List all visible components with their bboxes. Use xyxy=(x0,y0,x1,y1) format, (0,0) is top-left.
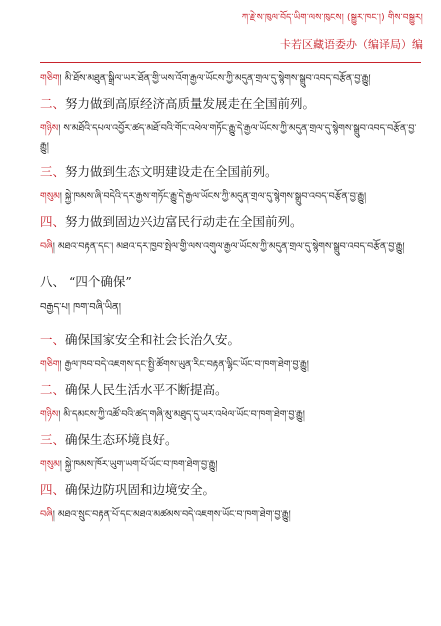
chinese-text: 确保边防巩固和边境安全。 xyxy=(65,482,216,497)
chinese-number: 一、 xyxy=(40,332,66,347)
guarantee-tibetan-3: གསུམ། སྐྱེ་ཁམས་ཁོར་ཡུག་ཡག་པོ་ཡོང་བ་ཁག་ཐེག་བྱ་རྒྱུ། xyxy=(40,459,218,470)
tibetan-number: གཅིག xyxy=(40,73,60,84)
chinese-text: 努力做到生态文明建设走在全国前列。 xyxy=(65,164,278,179)
tibetan-text: སྐྱེ་ཁམས་ཞི་བདེའི་དར་རྒྱས་གཏོང་རྒྱུ་དེ་རྒྱལ་ཡོངས་ཀྱི་མདུན་གྲལ་དུ་སྙེགས་སྒྲུབ་འབད་བརྩོན་བྱ་རྒྱུ། xyxy=(64,191,367,202)
tibetan-number: བཞི xyxy=(40,241,53,252)
tibetan-text: མི་དམངས་ཀྱི་འཚོ་བའི་ཚད་གཞི་མུ་མཐུད་དུ་ཡར་འཕེལ་ཡོང་བ་ཁག་ཐེག་བྱ་རྒྱུ། xyxy=(63,409,305,420)
tibetan-paragraph-2: གཉིས། ས་མཐོའི་དཔལ་འབྱོར་ཚད་མཐོ་བའི་གོང་འཕེལ་གཏོང་རྒྱུ་དེ་རྒྱལ་ཡོངས་ཀྱི་མདུན་གྲལ་དུ་སྙེགས་སྒྲུབ་འབད་བརྩོན་བྱ་རྒྱུ། xyxy=(40,123,417,152)
tibetan-number: གཉིས xyxy=(40,409,59,420)
chinese-number: 二、 xyxy=(40,382,66,397)
tibetan-number: བཞི xyxy=(40,509,53,520)
chinese-line-4 xyxy=(40,213,419,231)
guarantee-chinese-2 xyxy=(40,381,419,399)
guarantee-chinese-4 xyxy=(40,481,419,499)
tibetan-number: གསུམ xyxy=(40,191,60,202)
chinese-number: 三、 xyxy=(40,432,66,447)
chinese-line-3 xyxy=(40,163,419,181)
header-divider xyxy=(40,62,421,63)
chinese-text: 努力做到高原经济高质量发展走在全国前列。 xyxy=(65,96,316,111)
tibetan-text: རྒྱལ་ཁབ་བདེ་འཇགས་དང་སྤྱི་ཚོགས་ཡུན་རིང་བརྟན་ལྷིང་ཡོང་བ་ཁག་ཐེག་བྱ་རྒྱུ། xyxy=(64,359,309,370)
guarantee-tibetan-2: གཉིས། མི་དམངས་ཀྱི་འཚོ་བའི་ཚད་གཞི་མུ་མཐུད་དུ་ཡར་འཕེལ་ཡོང་བ་ཁག་ཐེག་བྱ་རྒྱུ། xyxy=(40,409,305,420)
tibetan-paragraph-1: གཅིག། མི་ཐོས་མཐུན་སྒྲིལ་ཡར་ཐོན་གྱི་ཡས་འོག་རྒྱལ་ཡོངས་ཀྱི་མདུན་གྲལ་དུ་སྙེགས་སྒྲུབ་འབད་བརྩོན་བྱ་རྒྱུ། xyxy=(40,73,371,84)
chinese-text: 确保国家安全和社会长治久安。 xyxy=(65,332,241,347)
tibetan-text: མི་ཐོས་མཐུན་སྒྲིལ་ཡར་ཐོན་གྱི་ཡས་འོག་རྒྱལ་ཡོངས་ཀྱི་མདུན་གྲལ་དུ་སྙེགས་སྒྲུབ་འབད་བརྩོན་བྱ་རྒྱུ། xyxy=(64,73,371,84)
chinese-text: 努力做到固边兴边富民行动走在全国前列。 xyxy=(65,214,303,229)
guarantee-tibetan-4: བཞི། མཐའ་སྲུང་བརྟན་པོ་དང་མཐའ་མཚམས་བདེ་འཇགས་ཡོང་བ་ཁག་ཐེག་བྱ་རྒྱུ། xyxy=(40,509,291,520)
tibetan-number: གཉིས xyxy=(40,123,59,134)
chinese-number: 三、 xyxy=(40,164,66,179)
page-header xyxy=(180,8,423,52)
section-title: 八、 “四个确保” xyxy=(40,274,132,289)
chinese-number: 四、 xyxy=(40,214,66,229)
document-body xyxy=(40,70,419,524)
tibetan-paragraph-4: བཞི། མཐའ་བརྟན་དང་། མཐའ་དར་ཁྱབ་སྤེལ་གྱི་ལས་འགུལ་རྒྱལ་ཡོངས་ཀྱི་མདུན་གྲལ་དུ་སྙེགས་སྒྲུབ་འབད་བརྩོན་བྱ་རྒྱུ། xyxy=(40,241,405,252)
header-chinese-title: 卡若区藏语委办（编译局）编 xyxy=(280,38,423,51)
chinese-number: 四、 xyxy=(40,482,66,497)
header-tibetan-title: ཀ་རྗེ་ས་ཁུལ་བོད་ཡིག་ལས་ཁུངས། (སྒྱུར་ཁང་།) གིས་བསྒྱུར། xyxy=(241,13,423,23)
section-tibetan-title: བརྒྱད་པ། ཁག་བཞི་ཡིན། xyxy=(40,302,121,313)
chinese-line-2 xyxy=(40,95,419,113)
guarantee-chinese-3 xyxy=(40,431,419,449)
tibetan-paragraph-3: གསུམ། སྐྱེ་ཁམས་ཞི་བདེའི་དར་རྒྱས་གཏོང་རྒྱུ་དེ་རྒྱལ་ཡོངས་ཀྱི་མདུན་གྲལ་དུ་སྙེགས་སྒྲུབ་འབད་བརྩོན་བྱ་རྒྱུ། xyxy=(40,191,367,202)
chinese-text: 确保生态环境良好。 xyxy=(65,432,178,447)
tibetan-number: གསུམ xyxy=(40,459,60,470)
tibetan-text: སྐྱེ་ཁམས་ཁོར་ཡུག་ཡག་པོ་ཡོང་བ་ཁག་ཐེག་བྱ་རྒྱུ། xyxy=(64,459,218,470)
tibetan-number: གཅིག xyxy=(40,359,60,370)
chinese-number: 二、 xyxy=(40,96,66,111)
chinese-text: 确保人民生活水平不断提高。 xyxy=(65,382,228,397)
tibetan-text: མཐའ་བརྟན་དང་། མཐའ་དར་ཁྱབ་སྤེལ་གྱི་ལས་འགུལ་རྒྱལ་ཡོངས་ཀྱི་མདུན་གྲལ་དུ་སྙེགས་སྒྲུབ་འབད་བརྩོན་བྱ་རྒྱུ། xyxy=(57,241,405,252)
tibetan-text: མཐའ་སྲུང་བརྟན་པོ་དང་མཐའ་མཚམས་བདེ་འཇགས་ཡོང་བ་ཁག་ཐེག་བྱ་རྒྱུ། xyxy=(57,509,291,520)
tibetan-text: ས་མཐོའི་དཔལ་འབྱོར་ཚད་མཐོ་བའི་གོང་འཕེལ་གཏོང་རྒྱུ་དེ་རྒྱལ་ཡོངས་ཀྱི་མདུན་གྲལ་དུ་སྙེགས་སྒྲུབ་འབད་བརྩོན་བྱ་རྒྱུ། xyxy=(40,123,417,152)
guarantee-chinese-1 xyxy=(40,331,419,349)
guarantee-tibetan-1: གཅིག། རྒྱལ་ཁབ་བདེ་འཇགས་དང་སྤྱི་ཚོགས་ཡུན་རིང་བརྟན་ལྷིང་ཡོང་བ་ཁག་ཐེག་བྱ་རྒྱུ། xyxy=(40,359,309,370)
